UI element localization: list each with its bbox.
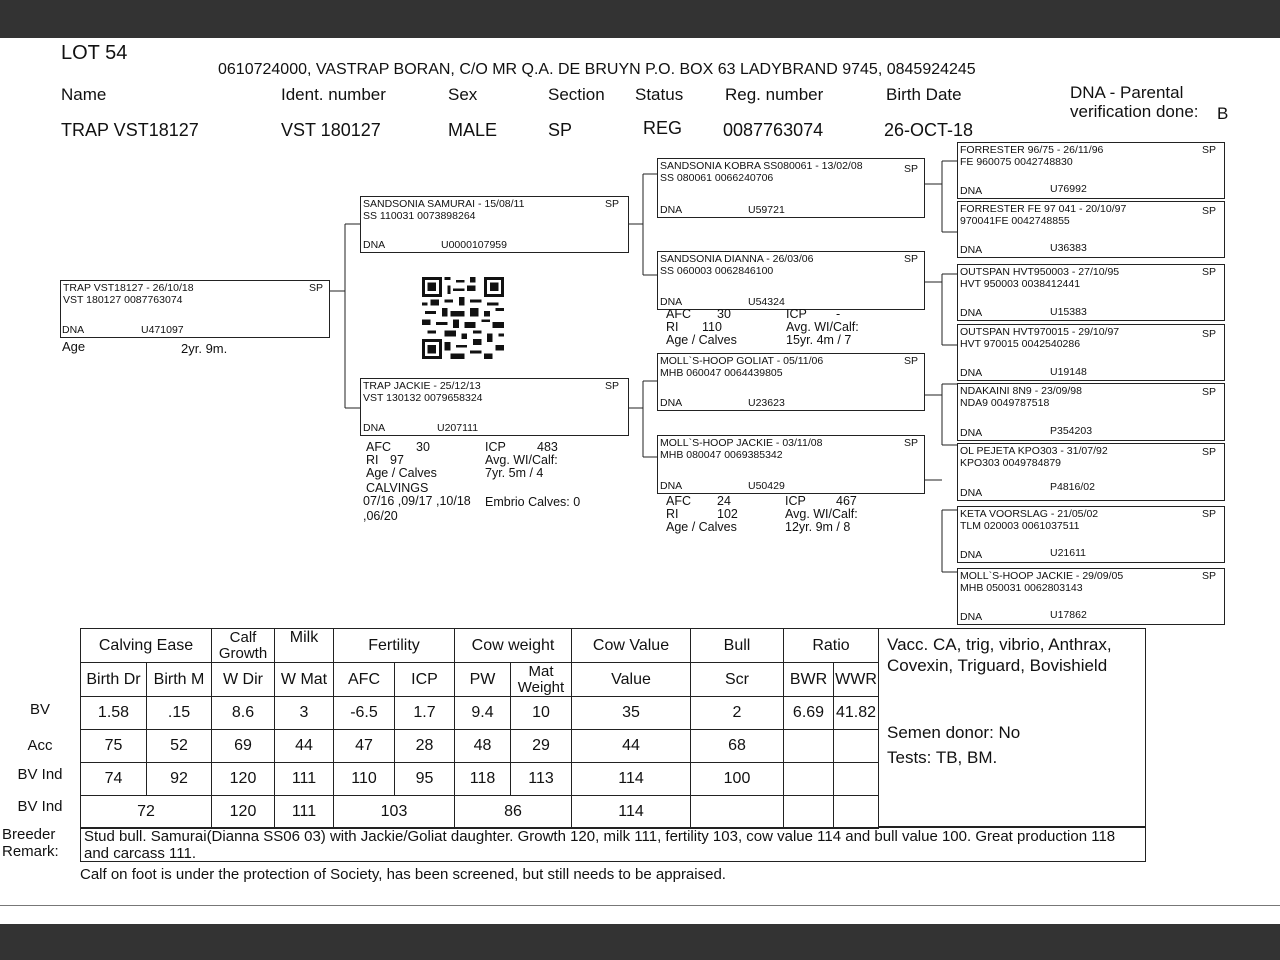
animal-section: SP [548, 120, 573, 140]
header-section: Section [548, 85, 605, 104]
gg-section: SP [1201, 266, 1216, 278]
pedigree-sire-dam [657, 251, 925, 310]
gg-id: HVT 950003 0038412441 [960, 278, 1081, 290]
header-dna: DNA - Parental verification done: [1070, 83, 1199, 121]
animal-ident: VST 180127 [281, 120, 381, 140]
dna-value: B [1217, 104, 1229, 123]
group-cow-value: Cow Value [572, 629, 691, 663]
sd-ac: 15yr. 4m / 7 [786, 333, 852, 347]
ss-section: SP [903, 163, 918, 175]
ind-cell: 111 [275, 763, 334, 796]
dam-id: VST 130132 0079658324 [363, 392, 483, 404]
self-dna: U471097 [141, 324, 184, 336]
group-calf-growth: Calf Growth [212, 629, 275, 663]
dd-dna-label: DNA [660, 480, 683, 492]
sire-name: SANDSONIA SAMURAI - 15/08/11 [363, 198, 525, 210]
dd-section: SP [903, 437, 918, 449]
dd-ac: 12yr. 9m / 8 [785, 520, 851, 534]
gg-section: SP [1201, 205, 1216, 217]
ind-cell: 114 [572, 763, 691, 796]
acc-cell: 68 [691, 730, 784, 763]
ss-id: SS 080061 0066240706 [660, 172, 774, 184]
sire-id: SS 110031 0073898264 [363, 210, 476, 222]
ind-cell: 100 [691, 763, 784, 796]
sd-ac-label: Age / Calves [666, 333, 737, 347]
acc-cell: 29 [511, 730, 572, 763]
gg-dna: P4816/02 [1050, 481, 1095, 493]
sd-id: SS 060003 0062846100 [660, 265, 774, 277]
sd-name: SANDSONIA DIANNA - 26/03/06 [660, 253, 814, 265]
breeder-remark-label: Breeder Remark: [2, 826, 59, 860]
gg-section: SP [1201, 570, 1216, 582]
pedigree-gg-3 [957, 264, 1225, 321]
self-dna-label: DNA [62, 324, 85, 336]
acc-cell: 69 [212, 730, 275, 763]
gg-dna: U17862 [1050, 609, 1087, 621]
sd-afc-label: AFC [666, 307, 691, 321]
col-icp: ICP [395, 663, 455, 697]
col-w-mat: W Mat [275, 663, 334, 697]
bv-cell: 9.4 [455, 697, 511, 730]
col-birth-m: Birth M [147, 663, 212, 697]
gg-dna-label: DNA [960, 307, 983, 319]
header-sex: Sex [448, 85, 478, 104]
gg-id: 970041FE 0042748855 [960, 215, 1070, 227]
bv-table [80, 628, 879, 829]
dd-icp: 467 [836, 494, 857, 508]
header-ident: Ident. number [281, 85, 386, 104]
ind-cell: 74 [81, 763, 147, 796]
acc-cell: 47 [334, 730, 395, 763]
self-section: SP [308, 282, 323, 294]
ind-cell: 120 [212, 763, 275, 796]
ind-cell: 113 [511, 763, 572, 796]
ds-name: MOLL`S-HOOP GOLIAT - 05/11/06 [660, 355, 824, 367]
animal-birth: 26-OCT-18 [884, 120, 974, 140]
ds-dna-label: DNA [660, 397, 683, 409]
lot-number: LOT 54 [61, 42, 128, 64]
col-wwr: WWR [834, 663, 879, 697]
row-label-bv: BV [29, 701, 50, 718]
group-ratio: Ratio [784, 629, 879, 663]
ind2-fertility: 103 [334, 796, 455, 829]
sd-ri: 110 [702, 320, 722, 334]
divider [0, 905, 1280, 906]
acc-cell: 75 [81, 730, 147, 763]
col-mat-weight: Mat Weight [511, 663, 572, 697]
animal-sex: MALE [448, 120, 498, 140]
bv-cell: 3 [275, 697, 334, 730]
animal-reg: 0087763074 [723, 120, 824, 140]
group-cow-weight: Cow weight [455, 629, 572, 663]
ind-cell: 118 [455, 763, 511, 796]
gg-name: NDAKAINI 8N9 - 23/09/98 [960, 385, 1082, 397]
gg-name: OUTSPAN HVT950003 - 27/10/95 [960, 266, 1120, 278]
gg-name: MOLL`S-HOOP JACKIE - 29/09/05 [960, 570, 1124, 582]
dd-id: MHB 080047 0069385342 [660, 449, 783, 461]
bv-cell: 2 [691, 697, 784, 730]
gg-id: TLM 020003 0061037511 [960, 520, 1080, 532]
gg-name: FORRESTER FE 97 041 - 20/10/97 [960, 203, 1127, 215]
bv-cell: 35 [572, 697, 691, 730]
semen-donor: Semen donor: No [887, 723, 1021, 742]
qr-code-icon [420, 277, 506, 359]
age-value: 2yr. 9m. [181, 341, 228, 356]
pedigree-gg-8 [957, 568, 1225, 625]
sd-wi-label: Avg. WI/Calf: [786, 320, 859, 334]
header-name: Name [61, 85, 107, 104]
dam-name: TRAP JACKIE - 25/12/13 [363, 380, 481, 392]
gg-dna: U19148 [1050, 366, 1087, 378]
row-label-acc: Acc [27, 737, 53, 754]
gg-dna-label: DNA [960, 611, 983, 623]
col-bwr: BWR [784, 663, 834, 697]
vaccination-text: Vacc. CA, trig, vibrio, Anthrax, Covexin, Triguard, Bovishield [887, 635, 1112, 675]
dd-icp-label: ICP [785, 494, 806, 508]
bv-cell: 8.6 [212, 697, 275, 730]
vaccination-panel [878, 628, 1146, 827]
dd-name: MOLL`S-HOOP JACKIE - 03/11/08 [660, 437, 823, 449]
dam-embrio: Embrio Calves: 0 [485, 495, 581, 509]
pedigree-gg-6 [957, 443, 1225, 501]
gg-name: KETA VOORSLAG - 21/05/02 [960, 508, 1099, 520]
col-scr: Scr [691, 663, 784, 697]
ind-cell [784, 763, 834, 796]
ind2-cow-value: 114 [572, 796, 691, 829]
gg-dna-label: DNA [960, 427, 983, 439]
ind2-milk: 111 [275, 796, 334, 829]
header-status: Status [635, 85, 684, 104]
acc-cell [834, 730, 879, 763]
dd-ri: 102 [717, 507, 738, 521]
ind-cell: 110 [334, 763, 395, 796]
pedigree-self [60, 280, 330, 338]
bv-cell: 6.69 [784, 697, 834, 730]
self-id: VST 180127 0087763074 [63, 294, 183, 306]
ind2-calving-ease: 72 [81, 796, 212, 829]
dam-calvings-label: CALVINGS [366, 481, 429, 495]
gg-section: SP [1201, 144, 1216, 156]
group-fertility: Fertility [334, 629, 455, 663]
row-label-bv-ind-2: BV Ind [17, 798, 63, 815]
pedigree-sire [360, 196, 629, 253]
dam-dna-label: DNA [363, 422, 386, 434]
breeder-remark: Stud bull. Samurai(Dianna SS06 03) with Jackie/Goliat daughter. Growth 120, milk 111, fertility 103, cow value 114 and bull value 100. Great production 118 and carcass 111. [80, 827, 1146, 862]
header-reg: Reg. number [725, 85, 824, 104]
col-value: Value [572, 663, 691, 697]
dam-afc: 30 [416, 440, 430, 454]
dam-ri-label: RI [366, 453, 379, 467]
gg-name: OL PEJETA KPO303 - 31/07/92 [960, 445, 1108, 457]
ds-dna: U23623 [748, 397, 785, 409]
gg-id: HVT 970015 0042540286 [960, 338, 1081, 350]
acc-cell [784, 730, 834, 763]
gg-id: KPO303 0049784879 [960, 457, 1062, 469]
bv-cell: 41.82 [834, 697, 879, 730]
acc-cell: 52 [147, 730, 212, 763]
pedigree-dam-dam [657, 435, 925, 494]
ind-cell: 92 [147, 763, 212, 796]
dam-icp-label: ICP [485, 440, 506, 454]
gg-section: SP [1201, 328, 1216, 340]
dd-ri-label: RI [666, 507, 679, 521]
age-label: Age [62, 339, 86, 354]
sire-dna: U0000107959 [441, 239, 507, 251]
gg-section: SP [1201, 386, 1216, 398]
group-bull: Bull [691, 629, 784, 663]
bv-cell: 1.7 [395, 697, 455, 730]
ind2-cow-weight: 86 [455, 796, 572, 829]
dam-afc-label: AFC [366, 440, 391, 454]
col-pw: PW [455, 663, 511, 697]
ind2-bull [691, 796, 784, 829]
bv-cell: 10 [511, 697, 572, 730]
ind2-bwr [784, 796, 834, 829]
sd-dna-label: DNA [660, 296, 683, 308]
gg-id: NDA9 0049787518 [960, 397, 1050, 409]
gg-dna-label: DNA [960, 244, 983, 256]
acc-cell: 44 [275, 730, 334, 763]
sd-icp-label: ICP [786, 307, 807, 321]
footer-note: Calf on foot is under the protection of Society, has been screened, but still needs to be appraised. [80, 866, 726, 883]
gg-dna: U36383 [1050, 242, 1087, 254]
group-calving-ease: Calving Ease [81, 629, 212, 663]
sd-ri-label: RI [666, 320, 679, 334]
sire-section: SP [604, 198, 619, 210]
gg-dna-label: DNA [960, 367, 983, 379]
dam-wi-label: Avg. WI/Calf: [485, 453, 558, 467]
header-birth: Birth Date [886, 85, 962, 104]
col-afc: AFC [334, 663, 395, 697]
ind2-wwr [834, 796, 879, 829]
gg-dna: U76992 [1050, 183, 1087, 195]
col-w-dir: W Dir [212, 663, 275, 697]
sire-dna-label: DNA [363, 239, 386, 251]
sd-section: SP [903, 253, 918, 265]
ss-dna: U59721 [748, 204, 785, 216]
acc-cell: 44 [572, 730, 691, 763]
pedigree-gg-1 [957, 142, 1225, 199]
ind2-growth: 120 [212, 796, 275, 829]
gg-name: FORRESTER 96/75 - 26/11/96 [960, 144, 1104, 156]
pedigree-gg-4 [957, 324, 1225, 381]
col-birth-dr: Birth Dr [81, 663, 147, 697]
bv-cell: .15 [147, 697, 212, 730]
dd-dna: U50429 [748, 480, 785, 492]
ind-cell: 95 [395, 763, 455, 796]
dam-ri: 97 [390, 453, 404, 467]
dd-afc: 24 [717, 494, 731, 508]
ds-id: MHB 060047 0064439805 [660, 367, 783, 379]
owner-line: 0610724000, VASTRAP BORAN, C/O MR Q.A. DE BRUYN P.O. BOX 63 LADYBRAND 9745, 0845924245 [218, 61, 976, 78]
pedigree-dam [360, 378, 629, 436]
pedigree-gg-5 [957, 383, 1225, 441]
ss-name: SANDSONIA KOBRA SS080061 - 13/02/08 [660, 160, 863, 172]
gg-section: SP [1201, 508, 1216, 520]
gg-dna: P354203 [1050, 425, 1093, 437]
pedigree-gg-2 [957, 201, 1225, 258]
row-label-bv-ind: BV Ind [17, 766, 63, 783]
gg-dna: U15383 [1050, 306, 1087, 318]
dam-calvings: 07/16 ,09/17 ,10/18 ,06/20 [363, 494, 471, 523]
dd-wi-label: Avg. WI/Calf: [785, 507, 858, 521]
bottom-bar [0, 924, 1280, 960]
dd-afc-label: AFC [666, 494, 691, 508]
gg-dna-label: DNA [960, 185, 983, 197]
pedigree-sire-sire [657, 158, 925, 218]
dam-ac-label: Age / Calves [366, 466, 437, 480]
dam-ac: 7yr. 5m / 4 [485, 466, 544, 480]
gg-dna-label: DNA [960, 487, 983, 499]
gg-id: FE 960075 0042748830 [960, 156, 1073, 168]
bv-cell: -6.5 [334, 697, 395, 730]
ss-dna-label: DNA [660, 204, 683, 216]
dd-ac-label: Age / Calves [666, 520, 737, 534]
ind-cell [834, 763, 879, 796]
pedigree-dam-sire [657, 353, 925, 411]
animal-name: TRAP VST18127 [61, 120, 199, 140]
pedigree-gg-7 [957, 506, 1225, 563]
gg-name: OUTSPAN HVT970015 - 29/10/97 [960, 326, 1120, 338]
dam-section: SP [604, 380, 619, 392]
bv-cell: 1.58 [81, 697, 147, 730]
sd-dna: U54324 [748, 296, 785, 308]
tests: Tests: TB, BM. [887, 748, 998, 767]
dam-dna: U207111 [437, 422, 479, 434]
gg-section: SP [1201, 446, 1216, 458]
self-name: TRAP VST18127 - 26/10/18 [63, 282, 194, 294]
gg-id: MHB 050031 0062803143 [960, 582, 1083, 594]
acc-cell: 48 [455, 730, 511, 763]
gg-dna-label: DNA [960, 549, 983, 561]
acc-cell: 28 [395, 730, 455, 763]
group-milk: Milk [275, 629, 334, 663]
dam-icp: 483 [537, 440, 558, 454]
sd-afc: 30 [717, 307, 731, 321]
gg-dna: U21611 [1050, 547, 1087, 559]
animal-status: REG [643, 118, 683, 138]
sd-icp: - [836, 307, 841, 321]
ds-section: SP [903, 355, 918, 367]
